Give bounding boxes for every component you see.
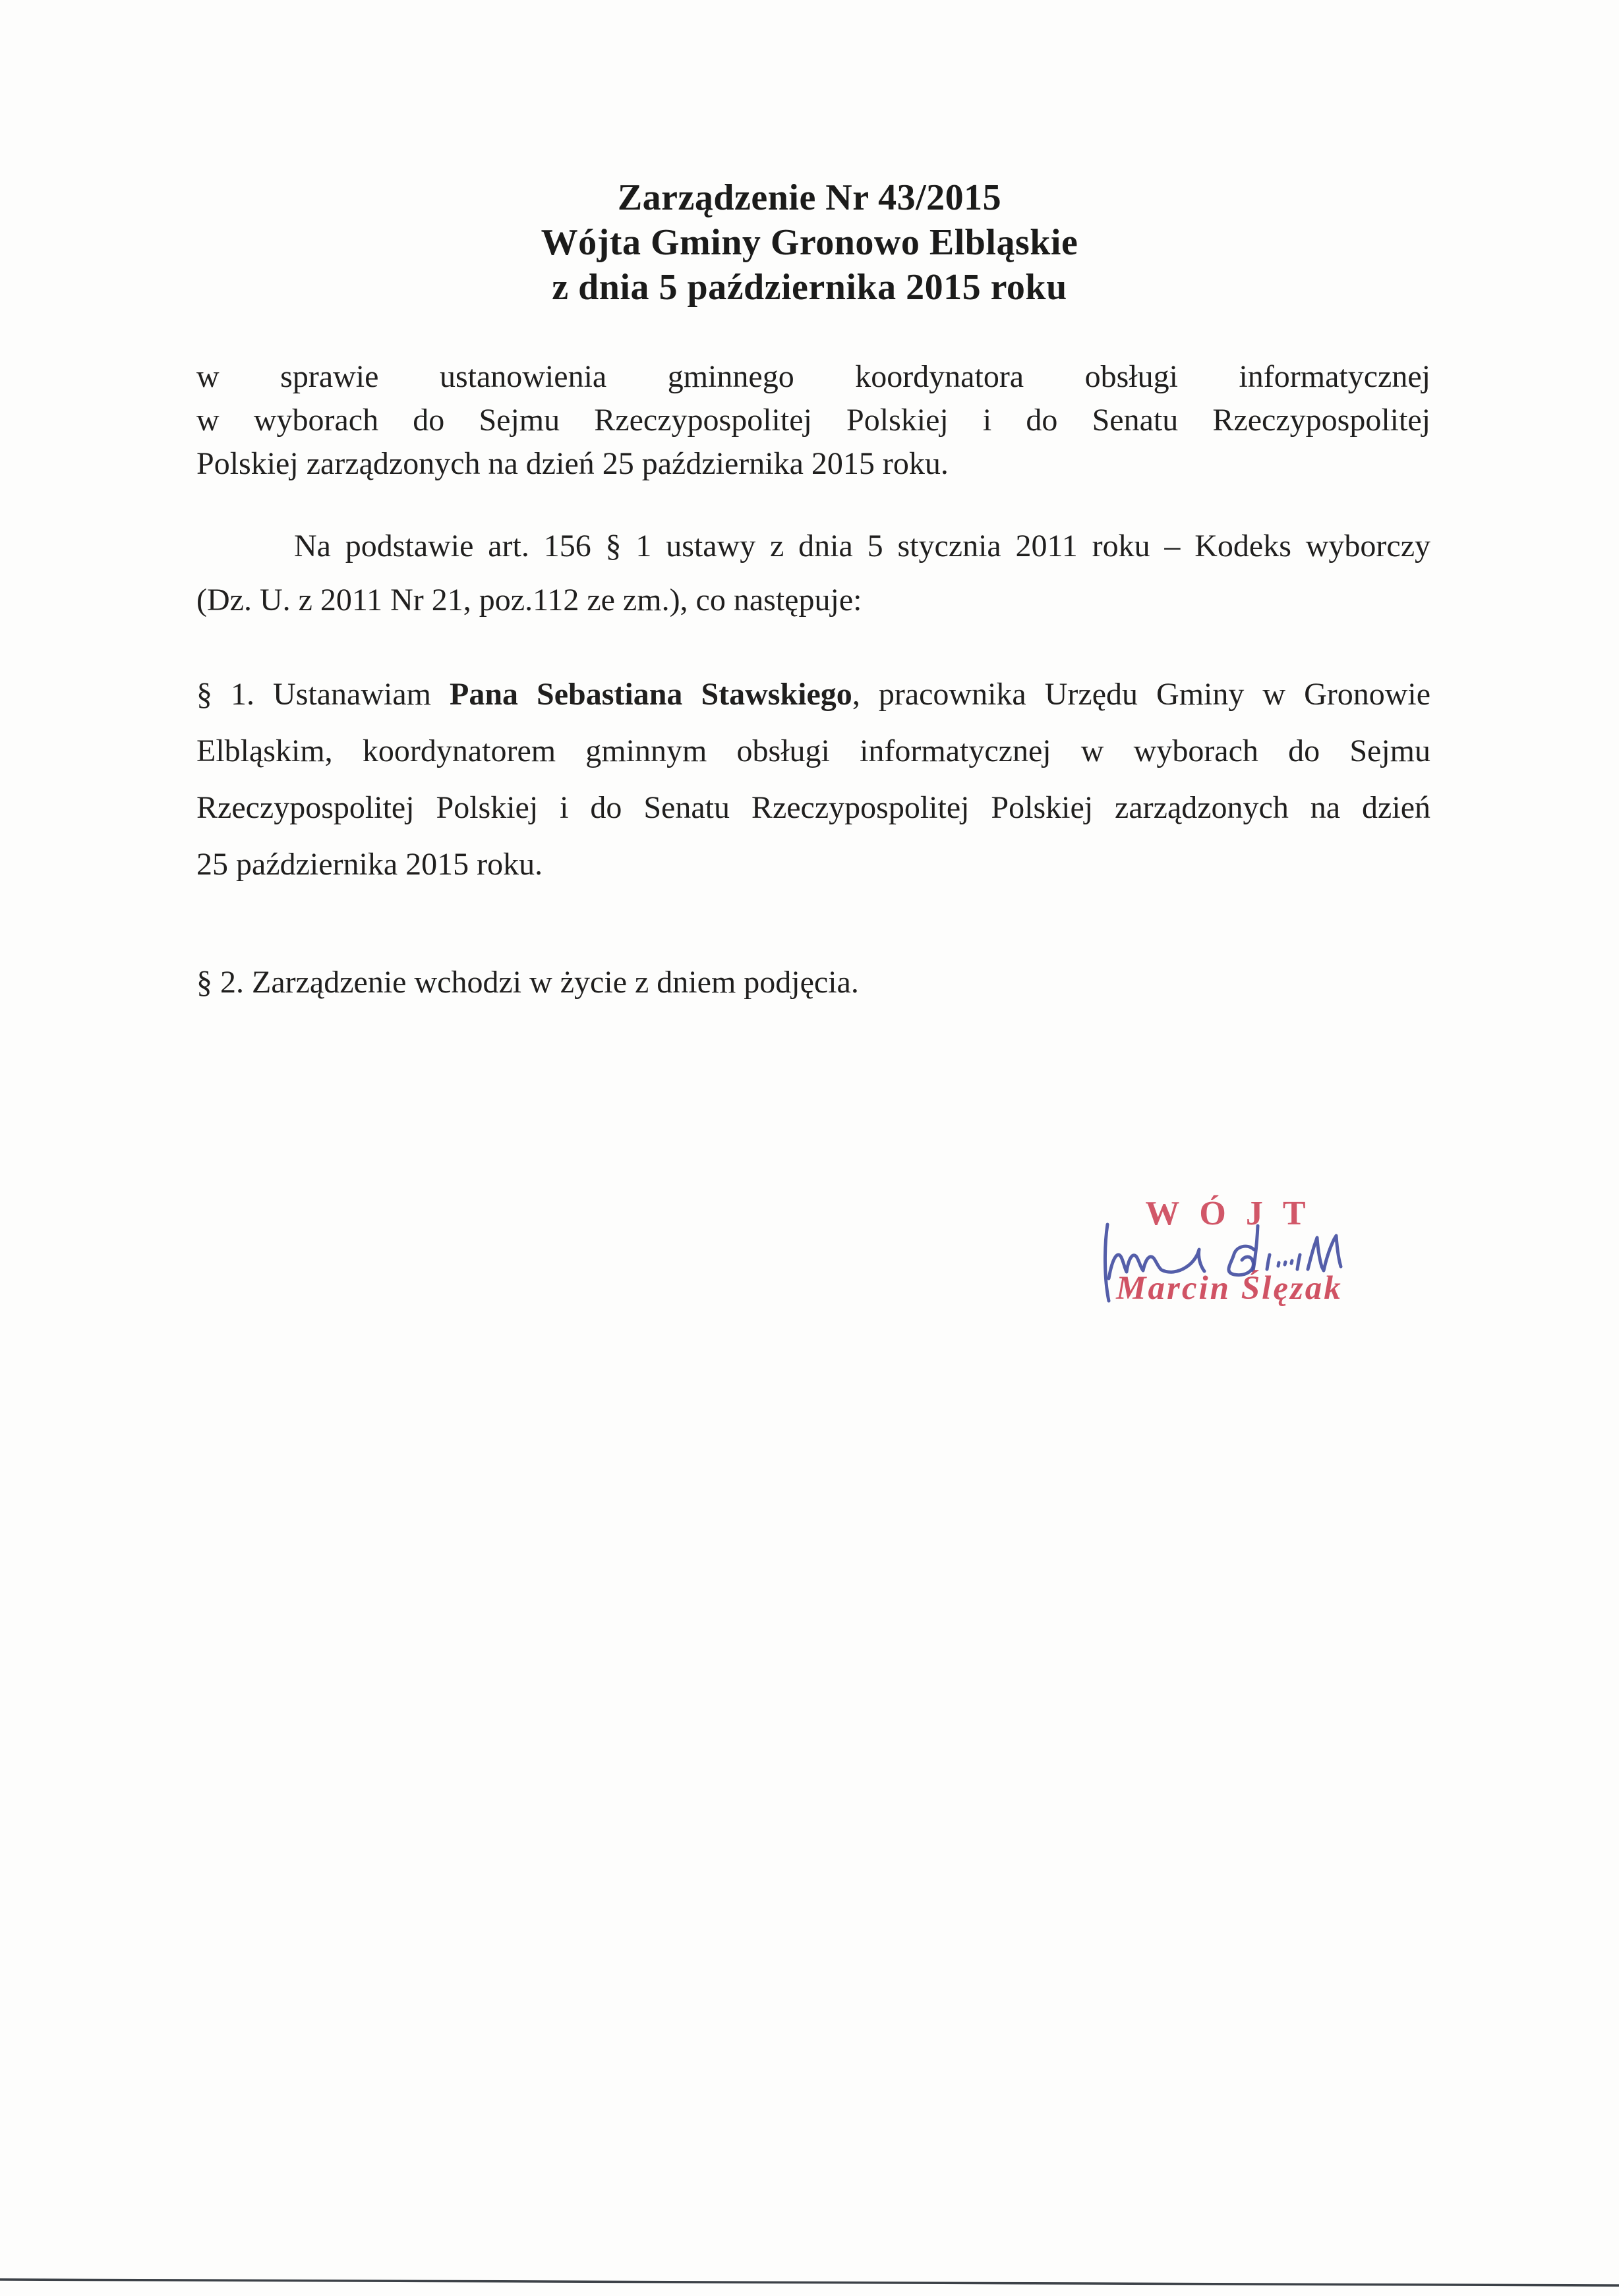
stamp-wojt-text: WÓJT — [1145, 1195, 1326, 1232]
section-1-paragraph — [196, 666, 1430, 893]
appointee-name: Pana Sebastiana Stawskiego — [450, 677, 852, 712]
title-line-number: Zarządzenie Nr 43/2015 — [617, 177, 1002, 218]
section-1-line — [196, 666, 1430, 723]
subject-line: w sprawie ustanowienia gminnego koordynatora obsługi informatycznej — [196, 359, 1430, 394]
section-1-text: § 1. Ustanawiam — [196, 677, 450, 712]
legal-basis-paragraph — [196, 519, 1430, 627]
subject-line: Polskiej zarządzonych na dzień 25 października 2015 roku. — [196, 446, 949, 481]
legal-basis-line: Na podstawie art. 156 § 1 ustawy z dnia 5 stycznia 2011 roku – Kodeks wyborczy — [294, 529, 1430, 563]
section-2-line: § 2. Zarządzenie wchodzi w życie z dniem podjęcia. — [196, 965, 859, 1000]
section-1-line: Rzeczypospolitej Polskiej i do Senatu Rzeczypospolitej Polskiej zarządzonych na dzień — [196, 790, 1430, 825]
section-1-line: Elbląskim, koordynatorem gminnym obsługi informatycznej w wyborach do Sejmu — [196, 733, 1430, 768]
section-1-text: , pracownika Urzędu Gminy w Gronowie — [852, 677, 1431, 712]
subject-line: w wyborach do Sejmu Rzeczypospolitej Polskiej i do Senatu Rzeczypospolitej — [196, 403, 1430, 438]
legal-basis-line: (Dz. U. z 2011 Nr 21, poz.112 ze zm.), co następuje: — [196, 583, 862, 617]
stamp-name-text: Marcin Ślęzak — [1116, 1270, 1343, 1307]
subject-paragraph — [196, 355, 1430, 486]
title-line-authority: Wójta Gminy Gronowo Elbląskie — [541, 222, 1078, 263]
document-title — [0, 175, 1619, 310]
scan-edge-line — [0, 2272, 1619, 2292]
title-line-date: z dnia 5 października 2015 roku — [552, 267, 1067, 308]
section-1-line: 25 października 2015 roku. — [196, 847, 543, 882]
section-2-paragraph — [196, 961, 1430, 1004]
